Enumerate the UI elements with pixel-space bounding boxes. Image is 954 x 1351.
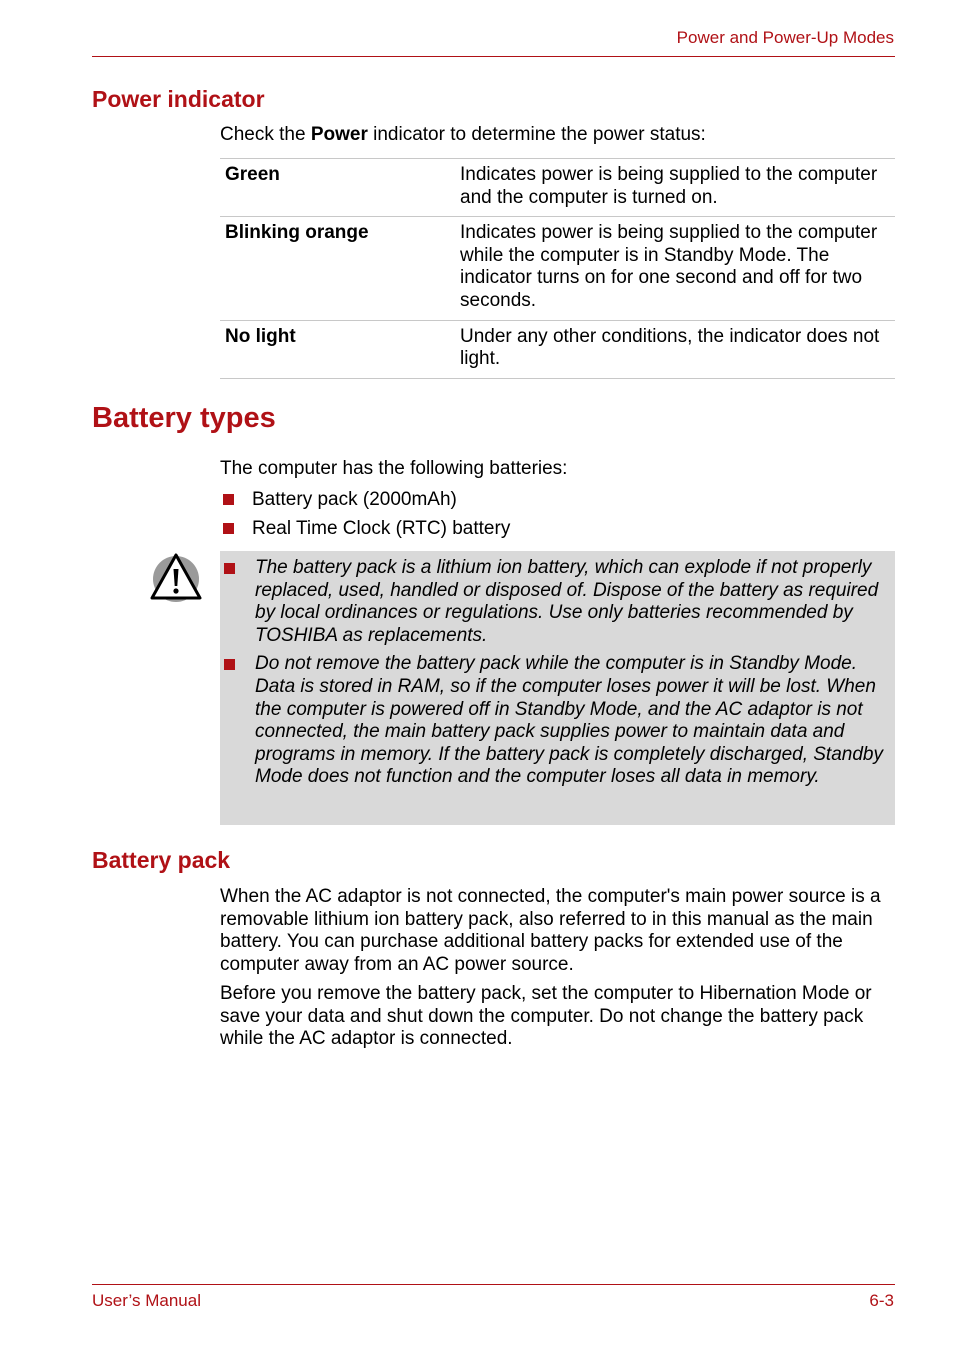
battery-pack-paragraph: Before you remove the battery pack, set the computer to Hibernation Mode or save your data and shut down the computer. Do not change the battery pack while the AC adaptor is connected. <box>220 983 872 1050</box>
indicator-state: No light <box>220 320 455 378</box>
table-row <box>220 320 895 378</box>
list-item-text: Real Time Clock (RTC) battery <box>252 518 511 539</box>
list-item <box>220 489 510 518</box>
page-number: 6-3 <box>869 1291 894 1310</box>
footer-rule <box>92 1284 895 1285</box>
warning-text: The battery pack is a lithium ion battery, which can explode if not properly replaced, used, handled or disposed of. Dispose of the battery as required by local ordinances or regulations. Use only batteries recommended by TOSHIBA as replacements. <box>255 557 879 646</box>
battery-list <box>220 489 510 547</box>
warning-triangle-icon <box>150 551 202 603</box>
warning-box <box>220 551 895 825</box>
warning-item <box>220 557 889 647</box>
bullet-icon <box>223 494 234 505</box>
indicator-state: Blinking orange <box>220 217 455 320</box>
battery-types-intro: The computer has the following batteries: <box>220 458 568 479</box>
footer-manual-title: User’s Manual <box>92 1291 201 1310</box>
battery-pack-paragraph: When the AC adaptor is not connected, the computer's main power source is a removable lithium ion battery pack, also referred to in this manual as the main battery. You can purchase additional battery packs for extended use of the computer away from an AC power source. <box>220 886 881 975</box>
indicator-description: Under any other conditions, the indicator does not light. <box>455 320 895 378</box>
indicator-description: Indicates power is being supplied to the computer and the computer is turned on. <box>455 159 895 217</box>
list-item <box>220 518 510 547</box>
table-row <box>220 159 895 217</box>
indicator-description: Indicates power is being supplied to the computer while the computer is in Standby Mode. The indicator turns on for one second and off for two seconds. <box>455 217 895 320</box>
power-indicator-heading: Power indicator <box>92 86 265 112</box>
running-header: Power and Power-Up Modes <box>676 28 894 47</box>
battery-types-heading: Battery types <box>92 402 276 434</box>
indicator-state: Green <box>220 159 455 217</box>
header-rule <box>92 56 895 57</box>
warning-item <box>220 653 889 789</box>
power-indicator-intro: Check the Power indicator to determine the power status: <box>220 124 706 145</box>
table-row <box>220 217 895 320</box>
warning-text: Do not remove the battery pack while the computer is in Standby Mode. Data is stored in RAM, so if the computer loses power it will be lost. When the computer is powered off in Standby Mode, and the AC adaptor is not connected, the main battery pack supplies power to maintain data and programs in memory. If the battery pack is completely discharged, Standby Mode does not function and the computer loses all data in memory. <box>255 653 883 788</box>
bullet-icon <box>223 523 234 534</box>
bullet-icon <box>224 563 235 574</box>
power-indicator-table <box>220 158 895 379</box>
list-item-text: Battery pack (2000mAh) <box>252 489 457 510</box>
warning-list <box>220 551 895 789</box>
bullet-icon <box>224 659 235 670</box>
battery-pack-heading: Battery pack <box>92 847 231 873</box>
